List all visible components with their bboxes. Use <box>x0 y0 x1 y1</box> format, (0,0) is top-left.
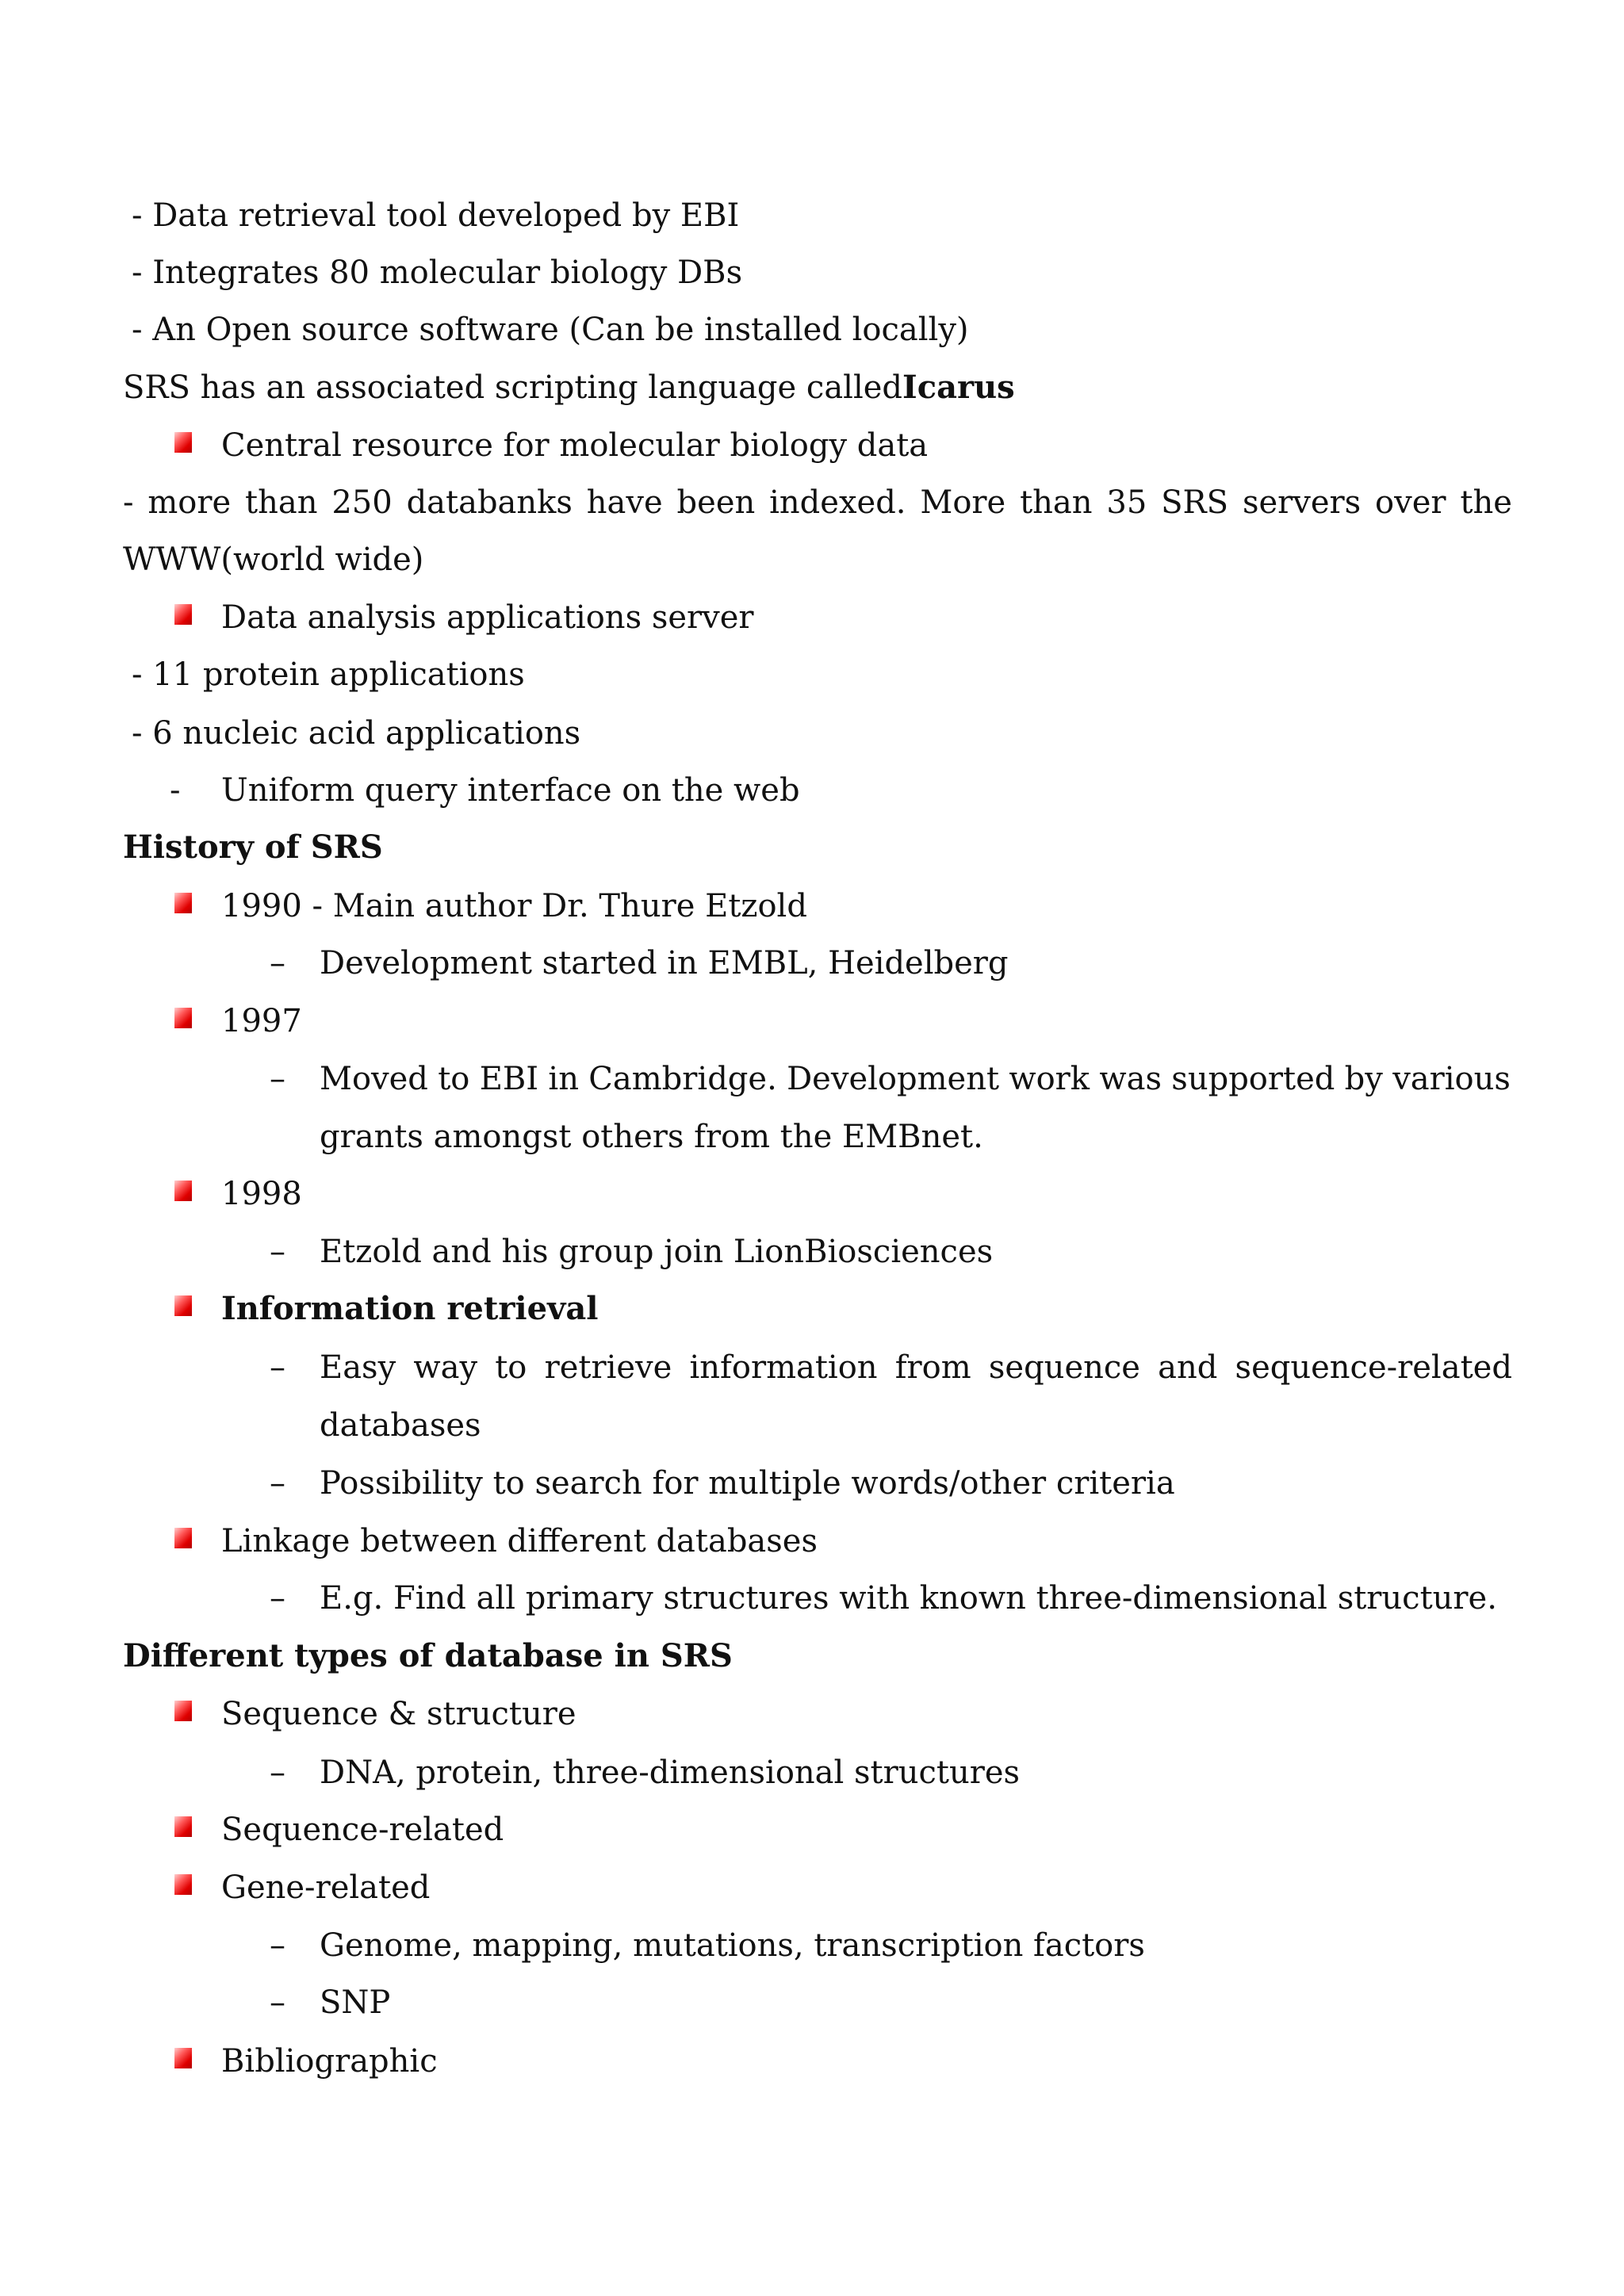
bullet-text: Bibliographic <box>221 2043 438 2080</box>
word: databanks <box>406 484 573 521</box>
red-square-bullet-icon <box>174 1008 192 1028</box>
bullet-text: Central resource for molecular biology data <box>221 427 929 464</box>
section-heading: History of SRS <box>123 828 383 866</box>
bullet-text: Sequence & structure <box>221 1696 576 1732</box>
word: than <box>1020 484 1093 521</box>
word: have <box>586 484 663 521</box>
sub-bullet-text: Development started in EMBL, Heidelberg <box>320 945 1009 982</box>
word: various <box>1392 1061 1511 1097</box>
text-line: WWW(world wide) <box>123 541 424 578</box>
word: 250 <box>331 484 393 521</box>
sub-bullet-text: SNP <box>320 1984 391 2021</box>
sub-bullet-text: DNA, protein, three-dimensional structures <box>320 1755 1021 1791</box>
bullet-text: 1997 <box>221 1003 302 1039</box>
bullet-text: 1990 - Main author Dr. Thure Etzold <box>221 888 807 924</box>
word: the <box>1460 484 1512 521</box>
word: 35 <box>1106 484 1147 521</box>
text-line: - An Open source software (Can be installed locally) <box>132 312 969 348</box>
word: more <box>147 484 232 521</box>
dash-marker: – <box>270 1349 285 1386</box>
dash-marker: – <box>270 1061 285 1097</box>
dash-marker: – <box>270 1927 285 1964</box>
sub-bullet-text: Possibility to search for multiple words/other criteria <box>320 1465 1175 1502</box>
red-square-bullet-icon <box>174 1295 192 1316</box>
bullet-text: Linkage between different databases <box>221 1523 818 1559</box>
sub-bullet-text: Etzold and his group join LionBiosciences <box>320 1234 994 1270</box>
text-line: - 11 protein applications <box>132 656 525 693</box>
word: retrieve <box>544 1349 672 1386</box>
dash-marker: – <box>270 1465 285 1502</box>
section-heading: Different types of database in SRS <box>123 1637 733 1674</box>
word: supported <box>1171 1061 1335 1097</box>
bullet-text: Data analysis applications server <box>221 599 754 636</box>
text-line: Uniform query interface on the web <box>221 772 800 809</box>
word: Moved <box>320 1061 428 1097</box>
dash-marker: - <box>170 772 181 809</box>
red-square-bullet-icon <box>174 1816 192 1837</box>
sub-bullet-text: grants amongst others from the EMBnet. <box>320 1119 983 1155</box>
word: EBI <box>479 1061 539 1097</box>
dash-marker: – <box>270 1984 285 2021</box>
bullet-text: Sequence-related <box>221 1812 504 1848</box>
red-square-bullet-icon <box>174 2048 192 2068</box>
word: to <box>495 1349 527 1386</box>
dash-marker: – <box>270 1755 285 1791</box>
red-square-bullet-icon <box>174 1181 192 1201</box>
justified-line <box>320 1347 1512 1388</box>
red-square-bullet-icon <box>174 604 192 625</box>
word: servers <box>1242 484 1362 521</box>
bullet-heading: Information retrieval <box>221 1290 599 1327</box>
word: Development <box>787 1061 1000 1097</box>
word: sequence <box>988 1349 1140 1386</box>
word: to <box>438 1061 470 1097</box>
word: information <box>689 1349 878 1386</box>
dash-marker: – <box>270 1234 285 1270</box>
red-square-bullet-icon <box>174 432 192 453</box>
word: than <box>245 484 318 521</box>
word: way <box>413 1349 478 1386</box>
red-square-bullet-icon <box>174 1701 192 1721</box>
dash-marker: – <box>270 1580 285 1617</box>
text-line: - 6 nucleic acid applications <box>132 715 581 752</box>
word: over <box>1375 484 1446 521</box>
word: work <box>1009 1061 1090 1097</box>
text-line: - Integrates 80 molecular biology DBs <box>132 254 743 291</box>
word: by <box>1344 1061 1383 1097</box>
word: in <box>548 1061 579 1097</box>
word: was <box>1099 1061 1162 1097</box>
word: Cambridge. <box>588 1061 777 1097</box>
emphasis-text: Icarus <box>902 369 1015 406</box>
sub-bullet-text: databases <box>320 1407 481 1444</box>
bullet-text: Gene-related <box>221 1869 431 1906</box>
red-square-bullet-icon <box>174 893 192 913</box>
sub-bullet-text: E.g. Find all primary structures with known three-dimensional structure. <box>320 1580 1497 1617</box>
justified-line <box>123 482 1512 523</box>
word: sequence-related <box>1235 1349 1512 1386</box>
red-square-bullet-icon <box>174 1874 192 1895</box>
sub-bullet-text: Genome, mapping, mutations, transcription factors <box>320 1927 1145 1964</box>
text-segment: SRS has an associated scripting language called <box>123 369 903 406</box>
word: - <box>123 484 134 521</box>
bullet-text: 1998 <box>221 1176 302 1212</box>
dash-marker: – <box>270 945 285 982</box>
text-line <box>123 367 1624 408</box>
text-line: - Data retrieval tool developed by EBI <box>132 197 740 234</box>
word: and <box>1158 1349 1218 1386</box>
word: from <box>894 1349 971 1386</box>
word: Easy <box>320 1349 396 1386</box>
word: More <box>920 484 1006 521</box>
justified-line <box>320 1058 1511 1100</box>
word: been <box>676 484 756 521</box>
word: indexed. <box>769 484 906 521</box>
word: SRS <box>1161 484 1229 521</box>
red-square-bullet-icon <box>174 1528 192 1548</box>
